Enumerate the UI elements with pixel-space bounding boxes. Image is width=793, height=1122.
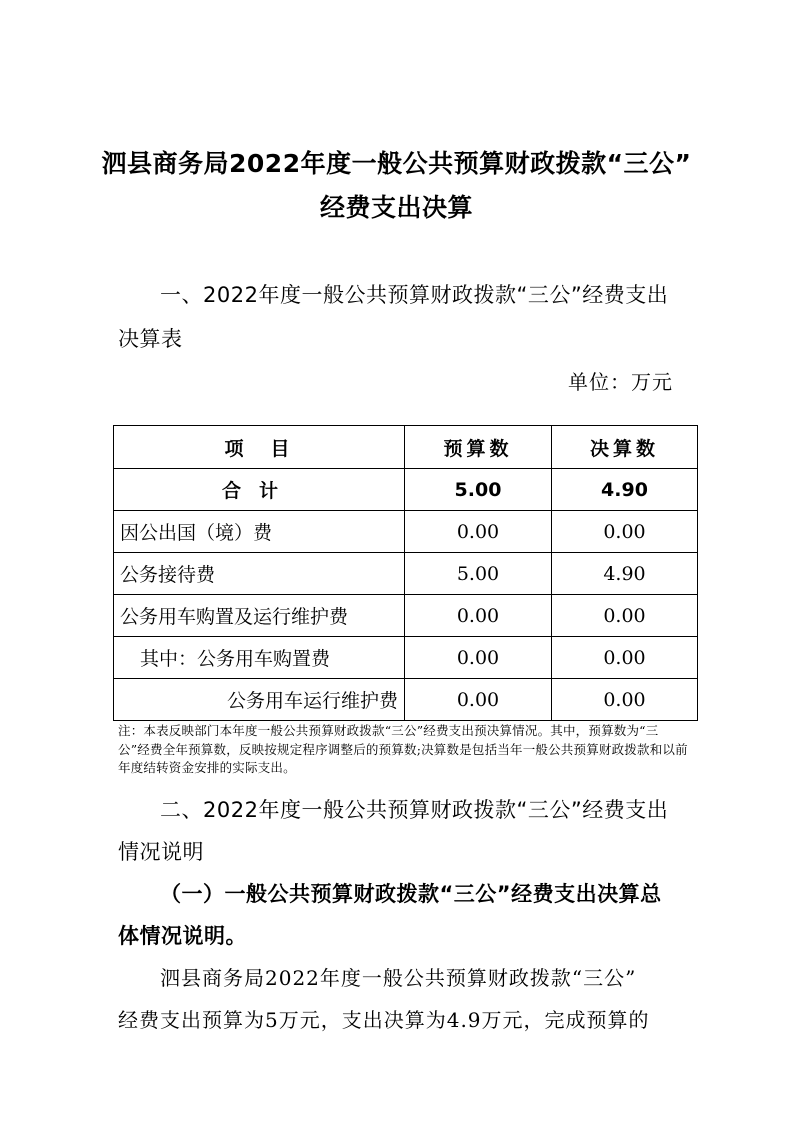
header-actual: 决算数 xyxy=(552,426,698,469)
row-budget: 0.00 xyxy=(405,679,552,721)
total-budget: 5.00 xyxy=(405,469,552,511)
section-2-heading: 二、2022年度一般公共预算财政拨款“三公”经费支出 xyxy=(160,798,669,822)
row-budget: 0.00 xyxy=(405,595,552,637)
header-budget: 预算数 xyxy=(405,426,552,469)
subsection-1-heading-cont: 体情况说明。 xyxy=(118,924,247,948)
row-actual: 0.00 xyxy=(552,511,698,553)
table-row xyxy=(114,511,698,553)
row-actual: 0.00 xyxy=(552,679,698,721)
row-budget: 0.00 xyxy=(405,637,552,679)
paragraph-line-2: 经费支出预算为5万元，支出决算为4.9万元，完成预算的 xyxy=(118,1008,650,1032)
total-label: 合计 xyxy=(114,469,405,511)
row-budget: 5.00 xyxy=(405,553,552,595)
total-actual: 4.90 xyxy=(552,469,698,511)
subsection-1-heading: （一）一般公共预算财政拨款“三公”经费支出决算总 xyxy=(160,882,662,906)
row-actual: 0.00 xyxy=(552,595,698,637)
table-header-row xyxy=(114,426,698,469)
row-label: 其中：公务用车购置费 xyxy=(114,637,405,679)
table-note: 注：本表反映部门本年度一般公共预算财政拨款“三公”经费支出预决算情况。其中，预算数为“三公”经费全年预算数，反映按规定程序调整后的预算数;决算数是包括当年一般公共预算财政拨款和以前年度结转资金安排的实际支出。 xyxy=(118,723,688,775)
document-title-line-1: 泗县商务局2022年度一般公共预算财政拨款“三公” xyxy=(101,149,692,178)
table-row xyxy=(114,553,698,595)
three-public-expenses-table xyxy=(113,425,698,721)
section-2-heading-cont: 情况说明 xyxy=(118,840,204,864)
row-budget: 0.00 xyxy=(405,511,552,553)
row-label: 公务用车运行维护费 xyxy=(114,679,405,721)
section-1-heading-cont: 决算表 xyxy=(118,327,183,351)
unit-label: 单位：万元 xyxy=(568,370,673,394)
document-title-line-2: 经费支出决算 xyxy=(319,193,473,222)
table-row xyxy=(114,637,698,679)
row-label: 公务接待费 xyxy=(114,553,405,595)
table-row xyxy=(114,595,698,637)
paragraph-line-1: 泗县商务局2022年度一般公共预算财政拨款“三公” xyxy=(160,966,637,990)
table-total-row xyxy=(114,469,698,511)
header-item: 项 目 xyxy=(114,426,405,469)
row-label: 因公出国（境）费 xyxy=(114,511,405,553)
table-row xyxy=(114,679,698,721)
section-1-heading: 一、2022年度一般公共预算财政拨款“三公”经费支出 xyxy=(160,283,669,307)
row-label: 公务用车购置及运行维护费 xyxy=(114,595,405,637)
row-actual: 4.90 xyxy=(552,553,698,595)
row-actual: 0.00 xyxy=(552,637,698,679)
